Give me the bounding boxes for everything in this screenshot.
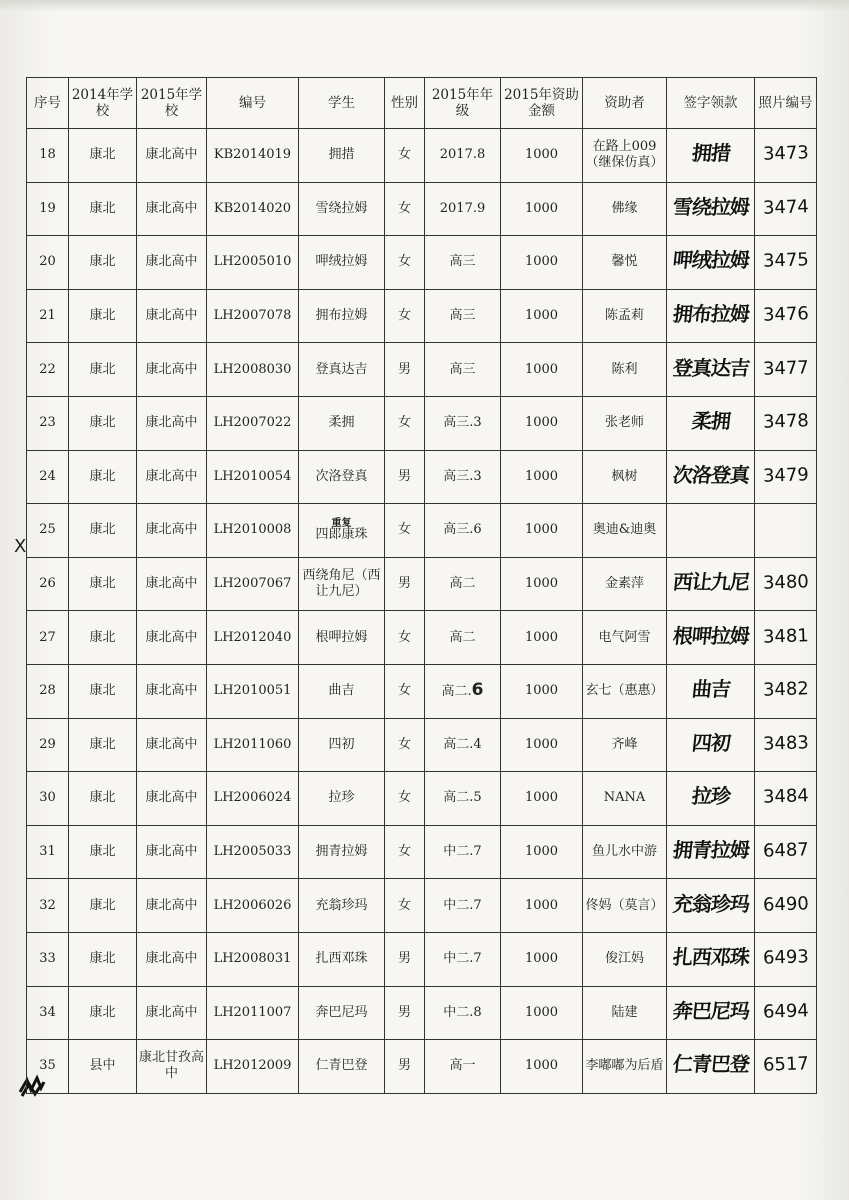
- grade-cell: 高二.5: [425, 772, 501, 826]
- student-cell: 拥布拉姆: [299, 289, 385, 343]
- school-2015-cell: 康北高中: [137, 504, 207, 558]
- sponsor-cell: 在路上009（继保仿真）: [583, 129, 667, 183]
- code-cell: LH2006024: [207, 772, 299, 826]
- gender-cell: 女: [385, 129, 425, 183]
- school-2015-cell: 康北高中: [137, 343, 207, 397]
- header-grade-2015: 2015年年级: [425, 78, 501, 129]
- handwritten-photo-number: 3479: [762, 464, 809, 487]
- student-cell: 扎西邓珠: [299, 932, 385, 986]
- grade-cell: 高三.6: [425, 504, 501, 558]
- amount-cell: 1000: [501, 772, 583, 826]
- amount-cell: 1000: [501, 986, 583, 1040]
- table-row: [27, 396, 817, 450]
- school-2014-cell: 康北: [69, 396, 137, 450]
- school-2015-cell: 康北高中: [137, 450, 207, 504]
- table-body: [27, 129, 817, 1094]
- photo-cell: [755, 504, 817, 558]
- table-row: [27, 1040, 817, 1094]
- seq-cell: 31: [27, 825, 69, 879]
- gender-cell: 男: [385, 343, 425, 397]
- school-2015-cell: 康北高中: [137, 718, 207, 772]
- handwritten-photo-number: 3475: [762, 249, 809, 273]
- school-2015-cell: 康北高中: [137, 289, 207, 343]
- header-amount-2015: 2015年资助金额: [501, 78, 583, 129]
- handwritten-signature: 拉珍: [690, 784, 731, 809]
- photo-cell: [755, 986, 817, 1040]
- school-2015-cell: 康北高中: [137, 825, 207, 879]
- sponsor-cell: 俊江妈: [583, 932, 667, 986]
- student-cell: [299, 504, 385, 558]
- handwritten-signature: 西让九尼: [671, 570, 750, 595]
- grade-cell: 高二.4: [425, 718, 501, 772]
- header-gender: 性别: [385, 78, 425, 129]
- photo-cell: [755, 236, 817, 290]
- header-school-2015: 2015年学校: [137, 78, 207, 129]
- grade-cell: 中二.7: [425, 825, 501, 879]
- table-row: [27, 825, 817, 879]
- seq-cell: 25: [27, 504, 69, 558]
- code-cell: KB2014019: [207, 129, 299, 183]
- school-2015-cell: 康北高中: [137, 879, 207, 933]
- seq-cell: 22: [27, 343, 69, 397]
- school-2014-cell: 县中: [69, 1040, 137, 1094]
- header-code: 编号: [207, 78, 299, 129]
- table-row: [27, 772, 817, 826]
- school-2015-cell: 康北高中: [137, 396, 207, 450]
- seq-cell: 33: [27, 932, 69, 986]
- handwritten-signature: 扎西邓珠: [671, 945, 750, 970]
- handwritten-photo-number: 3476: [762, 303, 809, 326]
- signature-cell: [667, 182, 755, 236]
- sponsor-cell: 电气阿雪: [583, 611, 667, 665]
- header-school-2014: 2014年学校: [69, 78, 137, 129]
- student-cell: 四初: [299, 718, 385, 772]
- student-cell: 登真达吉: [299, 343, 385, 397]
- handwritten-photo-number: 6493: [762, 946, 809, 969]
- photo-cell: [755, 129, 817, 183]
- amount-cell: 1000: [501, 825, 583, 879]
- seq-cell: 35: [27, 1040, 69, 1094]
- table-row: [27, 879, 817, 933]
- photo-cell: [755, 772, 817, 826]
- signature-cell: [667, 236, 755, 290]
- seq-cell: 34: [27, 986, 69, 1040]
- school-2014-cell: 康北: [69, 772, 137, 826]
- grade-text: 高二.: [441, 684, 472, 700]
- school-2014-cell: 康北: [69, 129, 137, 183]
- signature-cell: [667, 986, 755, 1040]
- gender-cell: 女: [385, 825, 425, 879]
- photo-cell: [755, 1040, 817, 1094]
- photo-cell: [755, 450, 817, 504]
- grade-cell: 高一: [425, 1040, 501, 1094]
- code-cell: KB2014020: [207, 182, 299, 236]
- school-2014-cell: 康北: [69, 718, 137, 772]
- gender-cell: 女: [385, 182, 425, 236]
- student-cell: 柔拥: [299, 396, 385, 450]
- seq-cell: 28: [27, 664, 69, 718]
- code-cell: LH2008031: [207, 932, 299, 986]
- sponsor-cell: 鱼儿水中游: [583, 825, 667, 879]
- sponsor-cell: 齐峰: [583, 718, 667, 772]
- sponsor-cell: 佟妈（莫言）: [583, 879, 667, 933]
- school-2014-cell: 康北: [69, 664, 137, 718]
- handwritten-signature: 四初: [690, 730, 731, 755]
- seq-cell: 23: [27, 396, 69, 450]
- gender-cell: 女: [385, 772, 425, 826]
- student-name: 四郎康珠: [315, 526, 368, 542]
- sponsor-cell: 佛缘: [583, 182, 667, 236]
- code-cell: LH2005033: [207, 825, 299, 879]
- gender-cell: 女: [385, 611, 425, 665]
- gender-cell: 女: [385, 504, 425, 558]
- code-cell: LH2011007: [207, 986, 299, 1040]
- school-2014-cell: 康北: [69, 182, 137, 236]
- student-cell: 次洛登真: [299, 450, 385, 504]
- amount-cell: 1000: [501, 1040, 583, 1094]
- signature-cell: [667, 396, 755, 450]
- gender-cell: 男: [385, 1040, 425, 1094]
- school-2015-cell: 康北高中: [137, 932, 207, 986]
- sponsor-cell: NANA: [583, 772, 667, 826]
- code-cell: LH2012009: [207, 1040, 299, 1094]
- student-note: 重复: [331, 517, 352, 529]
- amount-cell: 1000: [501, 343, 583, 397]
- school-2014-cell: 康北: [69, 825, 137, 879]
- code-cell: LH2011060: [207, 718, 299, 772]
- grade-cell: [425, 664, 501, 718]
- table-row: [27, 664, 817, 718]
- signature-cell: [667, 611, 755, 665]
- school-2014-cell: 康北: [69, 289, 137, 343]
- amount-cell: 1000: [501, 664, 583, 718]
- handwritten-photo-number: 6494: [762, 1000, 809, 1023]
- amount-cell: 1000: [501, 504, 583, 558]
- sponsor-cell: 张老师: [583, 396, 667, 450]
- student-cell: 拉珍: [299, 772, 385, 826]
- signature-cell: [667, 932, 755, 986]
- code-cell: LH2008030: [207, 343, 299, 397]
- table-row: [27, 504, 817, 558]
- table-row: [27, 129, 817, 183]
- amount-cell: 1000: [501, 557, 583, 611]
- margin-x-mark: X: [14, 536, 27, 557]
- table-row: [27, 932, 817, 986]
- sponsor-cell: 陈孟莉: [583, 289, 667, 343]
- handwritten-signature: 根呷拉姆: [671, 623, 750, 648]
- seq-cell: 24: [27, 450, 69, 504]
- sponsor-cell: 馨悦: [583, 236, 667, 290]
- amount-cell: 1000: [501, 289, 583, 343]
- school-2014-cell: 康北: [69, 236, 137, 290]
- handwritten-signature: 充翁珍玛: [671, 891, 750, 916]
- photo-cell: [755, 825, 817, 879]
- signature-cell: [667, 664, 755, 718]
- code-cell: LH2007078: [207, 289, 299, 343]
- student-cell: 曲吉: [299, 664, 385, 718]
- handwritten-photo-number: 6490: [762, 892, 809, 916]
- grade-cell: 中二.8: [425, 986, 501, 1040]
- grade-handwritten: 6: [471, 680, 484, 701]
- school-2015-cell: 康北高中: [137, 664, 207, 718]
- handwritten-signature: 仁青巴登: [671, 1052, 750, 1077]
- signature-cell: [667, 289, 755, 343]
- photo-cell: [755, 182, 817, 236]
- handwritten-signature: 拥青拉姆: [671, 838, 750, 863]
- gender-cell: 男: [385, 557, 425, 611]
- seq-cell: 27: [27, 611, 69, 665]
- signature-cell: [667, 504, 755, 558]
- seq-cell: 32: [27, 879, 69, 933]
- school-2015-cell: 康北高中: [137, 557, 207, 611]
- handwritten-signature: 奔巴尼玛: [671, 998, 750, 1023]
- code-cell: LH2010051: [207, 664, 299, 718]
- header-sponsor: 资助者: [583, 78, 667, 129]
- photo-cell: [755, 664, 817, 718]
- grade-cell: 高二: [425, 611, 501, 665]
- header-photo-no: 照片编号: [755, 78, 817, 129]
- gender-cell: 女: [385, 718, 425, 772]
- seq-cell: 20: [27, 236, 69, 290]
- grade-cell: 高二: [425, 557, 501, 611]
- seq-cell: 30: [27, 772, 69, 826]
- handwritten-photo-number: 3480: [762, 571, 809, 594]
- student-cell: 仁青巴登: [299, 1040, 385, 1094]
- amount-cell: 1000: [501, 932, 583, 986]
- school-2014-cell: 康北: [69, 450, 137, 504]
- sponsorship-table: [26, 77, 817, 1094]
- photo-cell: [755, 879, 817, 933]
- code-cell: LH2012040: [207, 611, 299, 665]
- scan-shadow: [0, 0, 849, 12]
- handwritten-signature: 拥布拉姆: [671, 302, 750, 327]
- student-cell: 充翁珍玛: [299, 879, 385, 933]
- handwritten-photo-number: 3474: [762, 196, 809, 219]
- seq-cell: 18: [27, 129, 69, 183]
- student-cell: 西绕角尼（西让九尼）: [299, 557, 385, 611]
- code-cell: LH2007022: [207, 396, 299, 450]
- amount-cell: 1000: [501, 611, 583, 665]
- table-row: [27, 986, 817, 1040]
- signature-cell: [667, 879, 755, 933]
- photo-cell: [755, 289, 817, 343]
- grade-cell: 中二.7: [425, 932, 501, 986]
- student-cell: 根呷拉姆: [299, 611, 385, 665]
- photo-cell: [755, 932, 817, 986]
- handwritten-photo-number: 3478: [762, 410, 809, 434]
- handwritten-photo-number: 6517: [762, 1053, 809, 1077]
- amount-cell: 1000: [501, 182, 583, 236]
- seq-cell: 29: [27, 718, 69, 772]
- grade-cell: 高三.3: [425, 450, 501, 504]
- photo-cell: [755, 396, 817, 450]
- code-cell: LH2005010: [207, 236, 299, 290]
- school-2014-cell: 康北: [69, 986, 137, 1040]
- handwritten-photo-number: 3481: [762, 624, 809, 648]
- seq-cell: 21: [27, 289, 69, 343]
- student-cell: 呷绒拉姆: [299, 236, 385, 290]
- school-2015-cell: 康北甘孜高中: [137, 1040, 207, 1094]
- grade-cell: 2017.9: [425, 182, 501, 236]
- signature-cell: [667, 825, 755, 879]
- handwritten-photo-number: 3473: [762, 142, 809, 166]
- school-2015-cell: 康北高中: [137, 129, 207, 183]
- amount-cell: 1000: [501, 396, 583, 450]
- handwritten-photo-number: 3482: [762, 678, 809, 702]
- table-header-row: [27, 78, 817, 129]
- student-cell: 拥青拉姆: [299, 825, 385, 879]
- amount-cell: 1000: [501, 450, 583, 504]
- school-2015-cell: 康北高中: [137, 986, 207, 1040]
- student-cell: 拥措: [299, 129, 385, 183]
- signature-cell: [667, 1040, 755, 1094]
- school-2014-cell: 康北: [69, 557, 137, 611]
- table-row: [27, 289, 817, 343]
- code-cell: LH2007067: [207, 557, 299, 611]
- school-2014-cell: 康北: [69, 504, 137, 558]
- gender-cell: 女: [385, 664, 425, 718]
- handwritten-signature: 登真达吉: [671, 355, 750, 380]
- gender-cell: 女: [385, 289, 425, 343]
- gender-cell: 男: [385, 986, 425, 1040]
- grade-cell: 高三: [425, 289, 501, 343]
- table-row: [27, 611, 817, 665]
- school-2014-cell: 康北: [69, 879, 137, 933]
- seq-cell: 19: [27, 182, 69, 236]
- table-row: [27, 182, 817, 236]
- grade-cell: 2017.8: [425, 129, 501, 183]
- school-2015-cell: 康北高中: [137, 772, 207, 826]
- gender-cell: 女: [385, 396, 425, 450]
- sponsor-cell: 枫树: [583, 450, 667, 504]
- handwritten-signature: 呷绒拉姆: [671, 248, 750, 273]
- school-2014-cell: 康北: [69, 611, 137, 665]
- photo-cell: [755, 611, 817, 665]
- grade-cell: 中二.7: [425, 879, 501, 933]
- amount-cell: 1000: [501, 718, 583, 772]
- handwritten-signature: 柔拥: [690, 409, 731, 434]
- amount-cell: 1000: [501, 129, 583, 183]
- school-2015-cell: 康北高中: [137, 611, 207, 665]
- sponsor-cell: 金素萍: [583, 557, 667, 611]
- photo-cell: [755, 557, 817, 611]
- school-2015-cell: 康北高中: [137, 236, 207, 290]
- gender-cell: 男: [385, 932, 425, 986]
- header-seq: 序号: [27, 78, 69, 129]
- handwritten-signature: 拥措: [690, 141, 731, 166]
- handwritten-signature: 曲吉: [690, 677, 731, 702]
- signature-cell: [667, 343, 755, 397]
- table-row: [27, 343, 817, 397]
- handwritten-signature: 次洛登真: [671, 462, 750, 487]
- handwritten-photo-number: 6487: [762, 839, 809, 862]
- handwritten-signature: 雪绕拉姆: [671, 194, 750, 219]
- table-row: [27, 450, 817, 504]
- signature-cell: [667, 450, 755, 504]
- gender-cell: 男: [385, 450, 425, 504]
- handwritten-photo-number: 3483: [762, 732, 809, 755]
- grade-cell: 高三: [425, 236, 501, 290]
- signature-cell: [667, 772, 755, 826]
- school-2014-cell: 康北: [69, 932, 137, 986]
- code-cell: LH2010054: [207, 450, 299, 504]
- table-row: [27, 236, 817, 290]
- school-2014-cell: 康北: [69, 343, 137, 397]
- code-cell: LH2006026: [207, 879, 299, 933]
- handwritten-photo-number: 3484: [762, 785, 809, 809]
- grade-cell: 高三.3: [425, 396, 501, 450]
- code-cell: LH2010008: [207, 504, 299, 558]
- sponsor-cell: 玄七（惠惠）: [583, 664, 667, 718]
- gender-cell: 女: [385, 236, 425, 290]
- sponsor-cell: 陈利: [583, 343, 667, 397]
- grade-cell: 高三: [425, 343, 501, 397]
- amount-cell: 1000: [501, 879, 583, 933]
- header-student: 学生: [299, 78, 385, 129]
- school-2015-cell: 康北高中: [137, 182, 207, 236]
- seq-cell: 26: [27, 557, 69, 611]
- gender-cell: 女: [385, 879, 425, 933]
- sponsor-cell: 奥迪&迪奥: [583, 504, 667, 558]
- table-row: [27, 718, 817, 772]
- student-cell: 奔巴尼玛: [299, 986, 385, 1040]
- table-row: [27, 557, 817, 611]
- student-cell: 雪绕拉姆: [299, 182, 385, 236]
- photo-cell: [755, 343, 817, 397]
- signature-cell: [667, 557, 755, 611]
- amount-cell: 1000: [501, 236, 583, 290]
- sponsor-cell: 李嘟嘟为后盾: [583, 1040, 667, 1094]
- header-signature: 签字领款: [667, 78, 755, 129]
- photo-cell: [755, 718, 817, 772]
- sponsor-cell: 陆建: [583, 986, 667, 1040]
- handwritten-photo-number: 3477: [762, 356, 809, 380]
- signature-cell: [667, 129, 755, 183]
- signature-cell: [667, 718, 755, 772]
